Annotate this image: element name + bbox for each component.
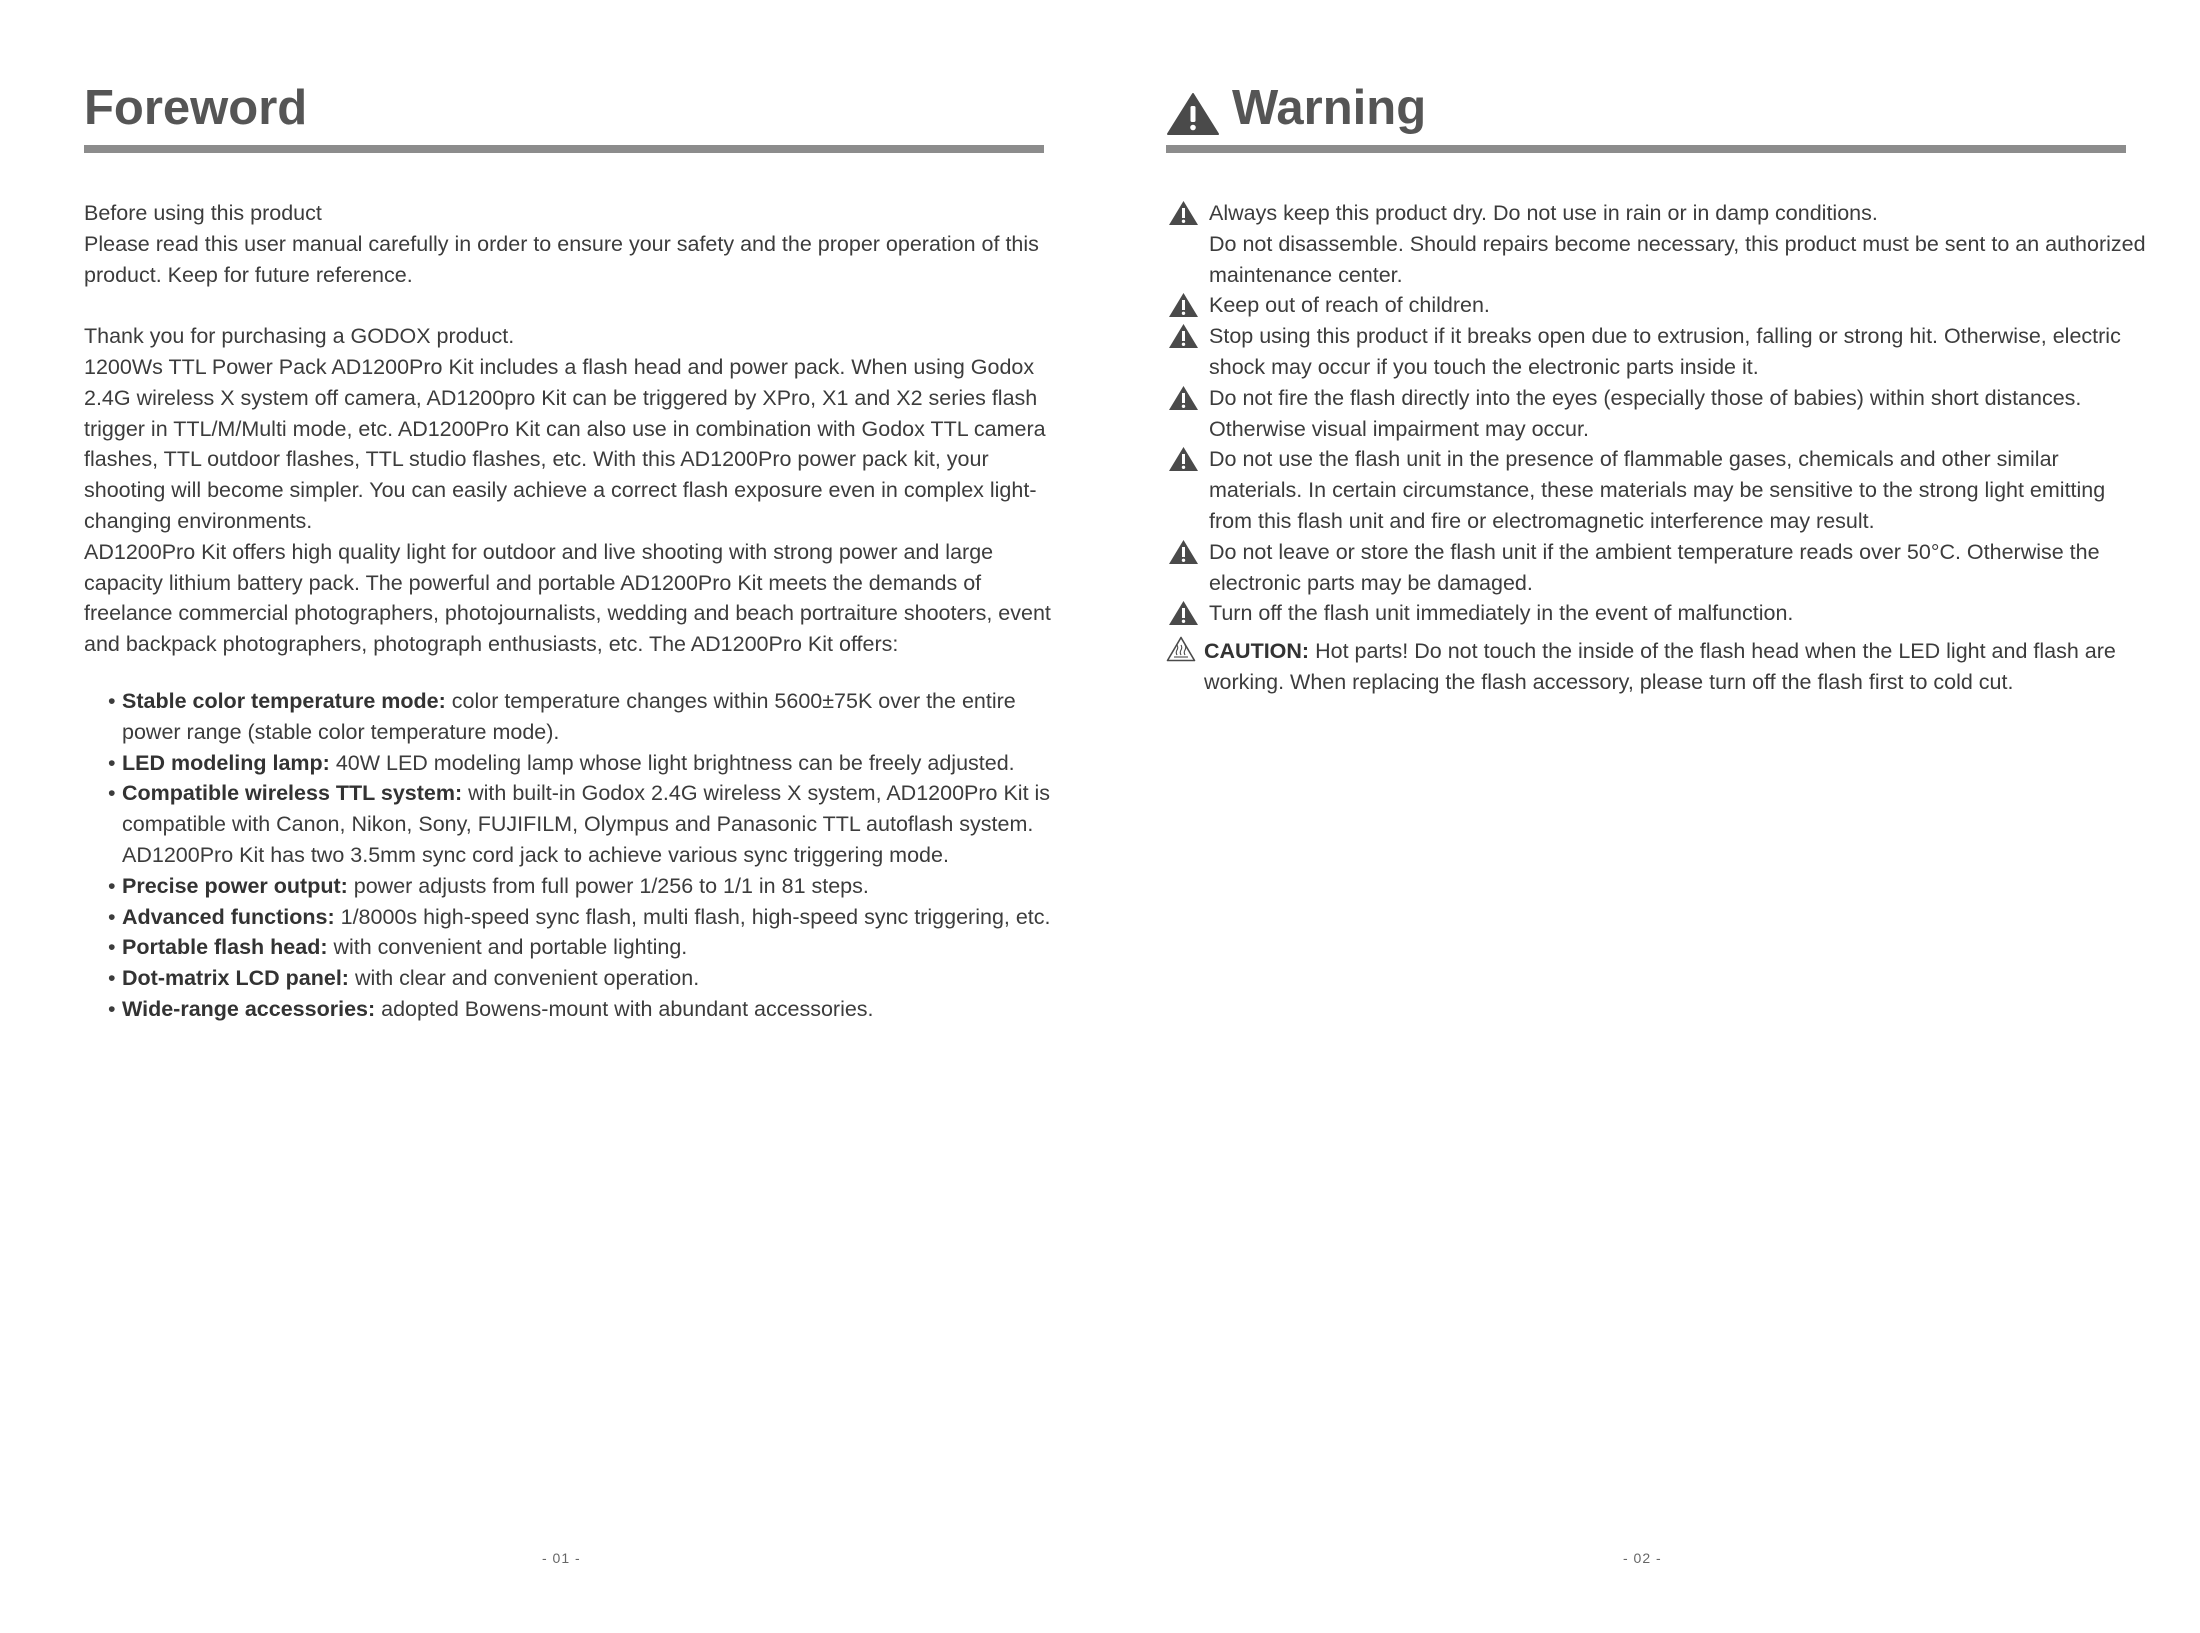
warning-triangle-icon (1168, 200, 1199, 226)
bullet: • (108, 935, 116, 960)
feature-term: Wide-range accessories: (122, 996, 376, 1021)
warning-text: Turn off the flash unit immediately in the event of malfunction. (1209, 601, 1794, 626)
page-number: - 01 - (542, 1550, 581, 1566)
feature-term: LED modeling lamp: (122, 750, 330, 775)
caution-note (1166, 636, 2184, 698)
hot-surface-icon (1166, 636, 1196, 662)
page-number: - 02 - (1623, 1550, 1662, 1566)
warning-text: Always keep this product dry. Do not use in rain or in damp conditions. (1209, 201, 1878, 225)
foreword-paragraph: Before using this product (84, 201, 322, 225)
bullet: • (108, 689, 116, 713)
warning-list (1166, 198, 2146, 629)
feature-item (108, 871, 1068, 902)
warning-item (1166, 198, 2146, 229)
warning-text: Keep out of reach of children. (1209, 293, 1490, 318)
bullet: • (108, 781, 116, 806)
bullet: • (108, 904, 116, 929)
warning-triangle-icon (1168, 539, 1199, 565)
feature-text: with convenient and portable lighting. (327, 935, 688, 960)
feature-term: Portable flash head: (122, 935, 328, 960)
warning-item (1166, 537, 2146, 599)
warning-item (1166, 444, 2146, 536)
foreword-body (84, 198, 1054, 660)
foreword-title: Foreword (84, 81, 308, 135)
foreword-title-rule (84, 145, 1044, 153)
caution-text: Hot parts! Do not touch the inside of the flash head when the LED light and flash are working. When replacing the flash accessory, please turn off the flash first to cold cut. (1204, 639, 2116, 694)
warning-item (1166, 229, 2146, 291)
feature-text: with clear and convenient operation. (348, 966, 700, 991)
bullet: • (108, 996, 116, 1021)
feature-item (108, 902, 1068, 933)
warning-text: Do not disassemble. Should repairs become necessary, this product must be sent to an authorized maintenance center. (1209, 231, 2146, 287)
feature-text: with built-in Godox 2.4G wireless X system, AD1200Pro Kit is compatible with Canon, Nikon, Sony, FUJIFILM, Olympus and Panasonic TTL autoflash system. AD1200Pro Kit has two 3.5mm sync cord jack to achieve various sync triggering mode. (122, 781, 1051, 867)
feature-text: 1/8000s high-speed sync flash, multi flash, high-speed sync triggering, etc. (334, 904, 1051, 929)
feature-item (108, 778, 1068, 870)
feature-text: 40W LED modeling lamp whose light brightness can be freely adjusted. (329, 750, 1015, 775)
warning-triangle-icon (1168, 446, 1199, 472)
warning-triangle-icon (1168, 385, 1199, 411)
feature-term: Stable color temperature mode: (122, 689, 446, 713)
feature-text: color temperature changes within 5600±75K over the entire power range (stable color temperature mode). (122, 689, 1016, 744)
feature-term: Precise power output: (122, 873, 348, 898)
feature-item (108, 963, 1068, 994)
warning-text: Do not use the flash unit in the presence of flammable gases, chemicals and other similar materials. In certain circumstance, these materials may be sensitive to the strong light emitting from this flash unit and fire or electromagnetic interference may result. (1209, 447, 2106, 533)
feature-text: adopted Bowens-mount with abundant accessories. (375, 996, 874, 1021)
warning-text: Do not fire the flash directly into the eyes (especially those of babies) within short distances. Otherwise visual impairment may occur. (1209, 385, 2082, 441)
warning-triangle-icon (1168, 323, 1199, 349)
foreword-paragraph: AD1200Pro Kit offers high quality light for outdoor and live shooting with strong power and large capacity lithium battery pack. The powerful and portable AD1200Pro Kit meets the demands of freelance commercial photographers, photojournalists, wedding and beach portraiture shooters, event and backpack photographers, photograph enthusiasts, etc. The AD1200Pro Kit offers: (84, 539, 1051, 657)
feature-item (108, 748, 1068, 779)
warning-triangle-icon (1166, 92, 1220, 136)
feature-item (108, 932, 1068, 963)
bullet: • (108, 750, 116, 775)
feature-list (108, 686, 1068, 1025)
paragraph-gap (84, 290, 1054, 321)
caution-label: CAUTION: (1204, 639, 1310, 663)
warning-triangle-icon (1168, 600, 1199, 626)
feature-term: Compatible wireless TTL system: (122, 781, 463, 806)
warning-title: Warning (1232, 81, 1427, 135)
warning-item (1166, 321, 2146, 383)
warning-item (1166, 598, 2146, 629)
feature-item (108, 686, 1068, 748)
warning-item (1166, 290, 2146, 321)
foreword-paragraph: Thank you for purchasing a GODOX product. (84, 324, 515, 349)
warning-item (1166, 383, 2146, 445)
foreword-paragraph: 1200Ws TTL Power Pack AD1200Pro Kit includes a flash head and power pack. When using Godox 2.4G wireless X system off camera, AD1200pro Kit can be triggered by XPro, X1 and X2 series flash trigger in TTL/M/Multi mode, etc. AD1200Pro Kit can also use in combination with Godox TTL camera flashes, TTL outdoor flashes, TTL studio flashes, etc. With this AD1200Pro power pack kit, your shooting will become simpler. You can easily achieve a correct flash exposure even in complex light-changing environments. (84, 354, 1046, 533)
feature-term: Advanced functions: (122, 904, 335, 929)
warning-title-rule (1166, 145, 2126, 153)
foreword-paragraph: Please read this user manual carefully in order to ensure your safety and the proper operation of this product. Keep for future reference. (84, 231, 1039, 287)
warning-text: Stop using this product if it breaks open due to extrusion, falling or strong hit. Otherwise, electric shock may occur if you touch the electronic parts inside it. (1209, 324, 2121, 379)
bullet: • (108, 873, 116, 898)
warning-triangle-icon (1168, 292, 1199, 318)
bullet: • (108, 966, 116, 991)
warning-text: Do not leave or store the flash unit if the ambient temperature reads over 50°C. Otherwise the electronic parts may be damaged. (1209, 539, 2100, 595)
feature-term: Dot-matrix LCD panel: (122, 966, 349, 991)
feature-item (108, 994, 1068, 1025)
feature-text: power adjusts from full power 1/256 to 1/1 in 81 steps. (347, 873, 869, 898)
